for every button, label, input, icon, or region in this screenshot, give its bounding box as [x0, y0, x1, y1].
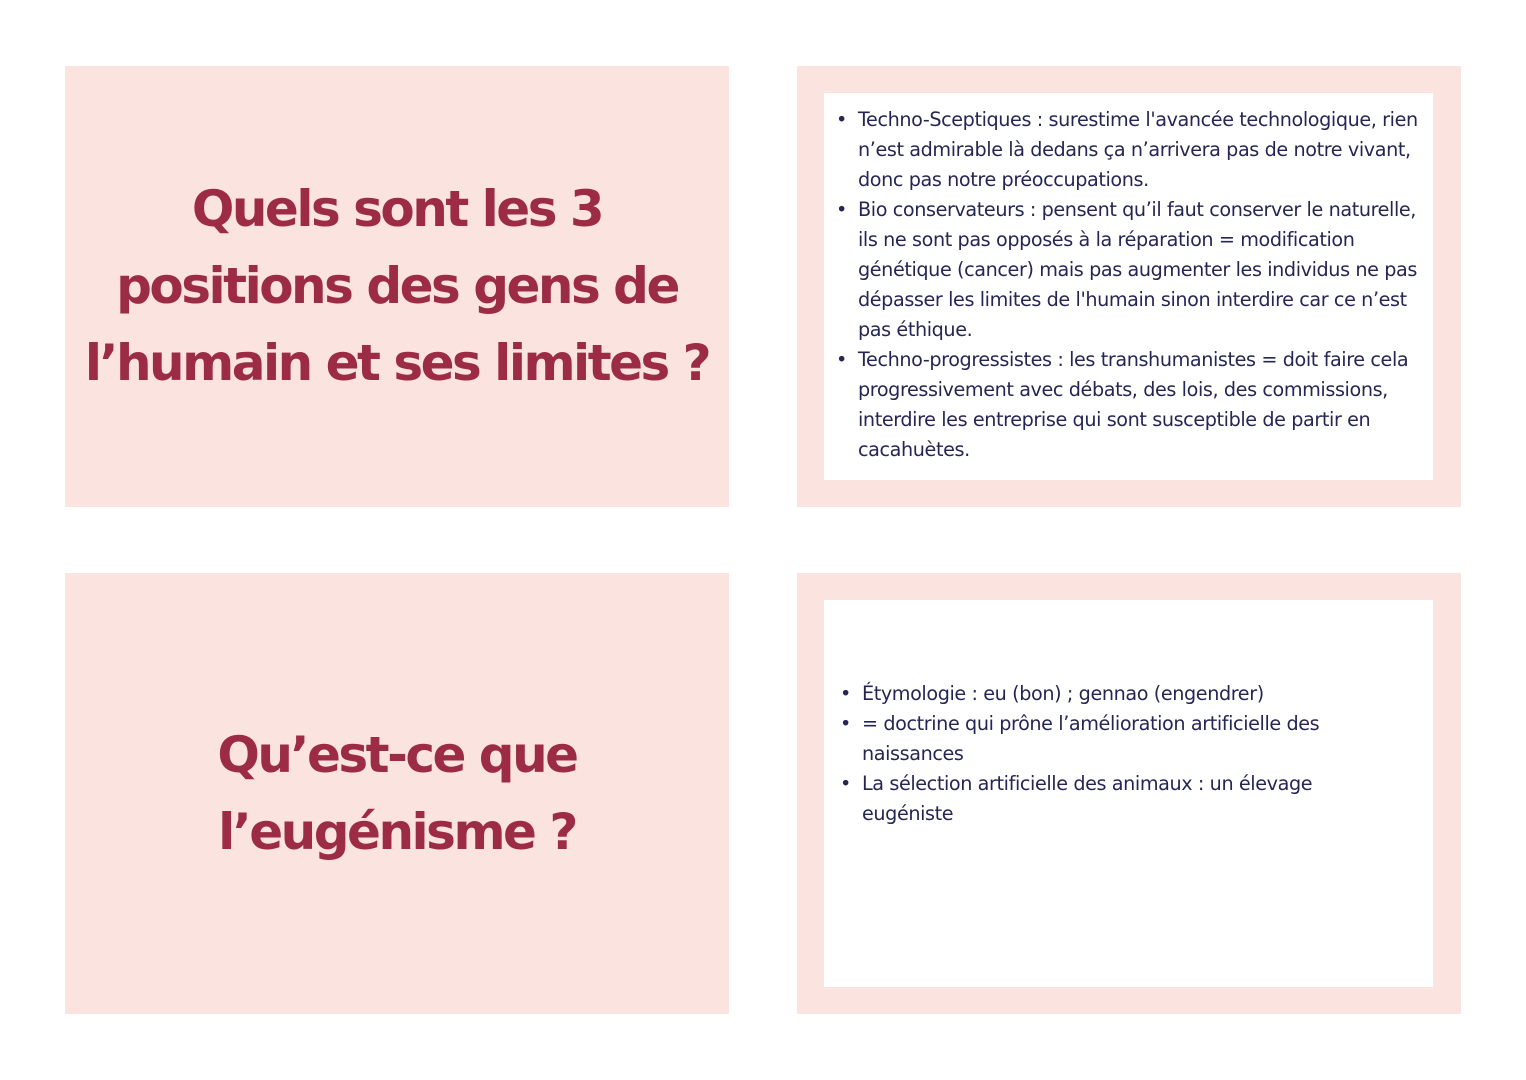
list-item — [824, 195, 1427, 345]
list-item-text: = doctrine qui prône l’amélioration artificielle des naissances — [862, 712, 1320, 765]
bullet-icon: • — [836, 108, 847, 131]
answer-box — [824, 93, 1433, 480]
answer-box — [824, 600, 1433, 987]
list-item-text: Étymologie : eu (bon) ; gennao (engendrer) — [862, 682, 1264, 705]
flashcard-question-2 — [65, 573, 729, 1014]
bullet-icon: • — [836, 198, 847, 221]
answer-list — [824, 93, 1433, 465]
flashcard-answer-2 — [797, 573, 1461, 1014]
question-text: Qu’est-ce que l’eugénisme ? — [217, 725, 577, 861]
bullet-icon: • — [836, 348, 847, 371]
question-text: Quels sont les 3 positions des gens de l’humain et ses limites ? — [84, 180, 710, 392]
list-item — [824, 345, 1427, 465]
answer-list — [824, 600, 1433, 829]
flashcard-answer-1 — [797, 66, 1461, 507]
bullet-icon: • — [840, 682, 851, 705]
list-item-text: Techno-progressistes : les transhumanistes = doit faire cela progressivement avec débats, des lois, des commissions, interdire les entreprise qui sont susceptible de partir en cacahuètes. — [858, 348, 1409, 461]
list-item — [824, 709, 1393, 769]
list-item-text: Bio conservateurs : pensent qu’il faut conserver le naturelle, ils ne sont pas opposés à la réparation = modification génétique (cancer) mais pas augmenter les individus ne pas dépasser les limites de l'humain sinon interdire car ce n’est pas éthique. — [858, 198, 1417, 341]
list-item — [824, 769, 1393, 829]
flashcard-question-1 — [65, 66, 729, 507]
bullet-icon: • — [840, 712, 851, 735]
bullet-icon: • — [840, 772, 851, 795]
list-item — [824, 105, 1427, 195]
list-item — [824, 679, 1393, 709]
list-item-text: La sélection artificielle des animaux : un élevage eugéniste — [862, 772, 1313, 825]
list-item-text: Techno-Sceptiques : surestime l'avancée technologique, rien n’est admirable là dedans ça n’arrivera pas de notre vivant, donc pas notre préoccupations. — [858, 108, 1418, 191]
